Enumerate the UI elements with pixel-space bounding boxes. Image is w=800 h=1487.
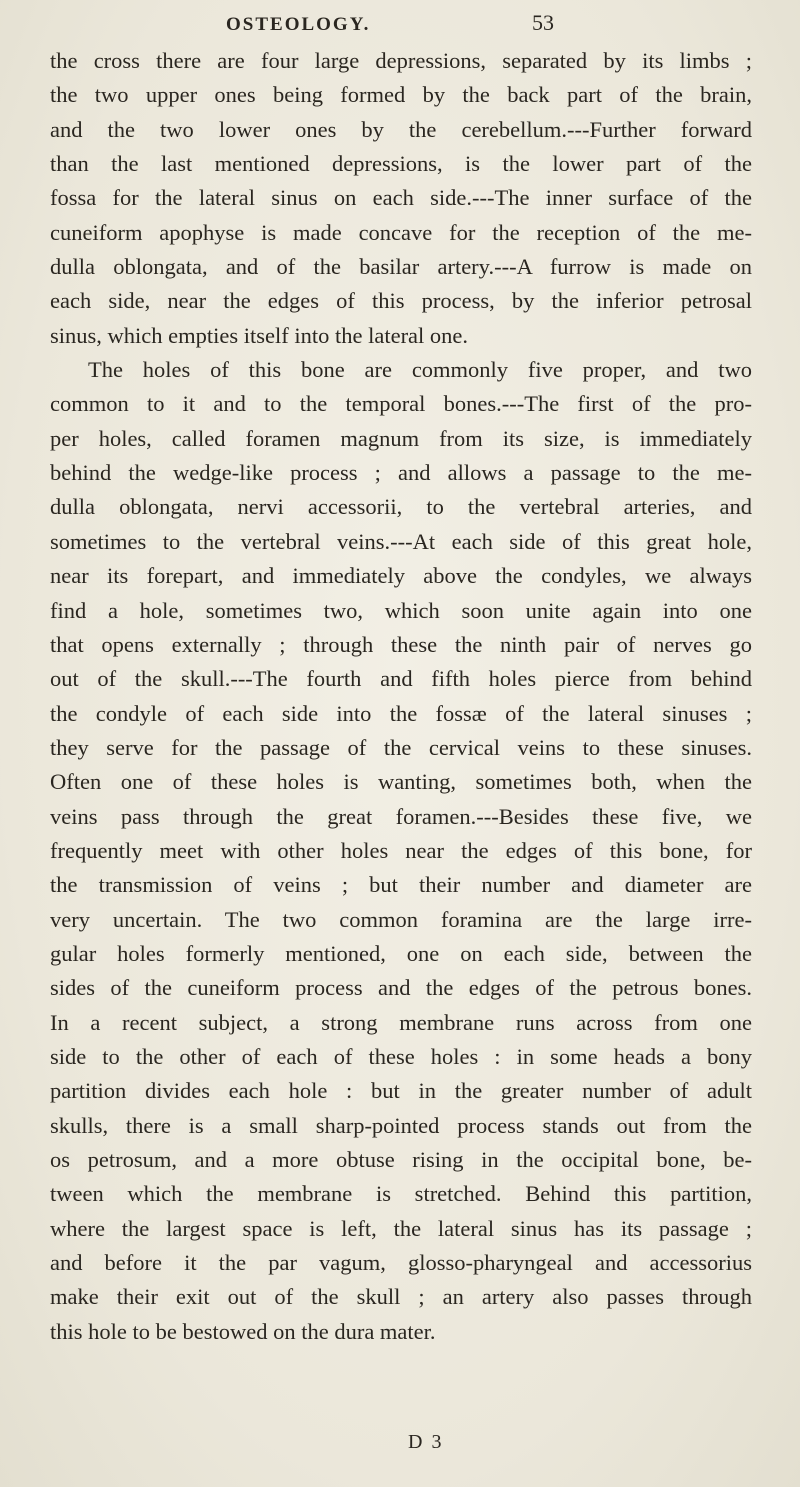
text-line: than the last mentioned depressions, is the lower part of the [50,151,752,177]
text-line: make their exit out of the skull ; an artery also passes through [50,1284,752,1310]
text-line: fossa for the lateral sinus on each side.---The inner surface of the [50,185,752,211]
text-line: dulla oblongata, and of the basilar artery.---A furrow is made on [50,254,752,280]
text-line: dulla oblongata, nervi accessorii, to the vertebral arteries, and [50,494,752,520]
text-line: per holes, called foramen magnum from its size, is immediately [50,425,752,451]
text-line: sometimes to the vertebral veins.---At each side of this great hole, [50,528,752,554]
text-line: this hole to be bestowed on the dura mater. [50,1318,436,1344]
text-line: sinus, which empties itself into the lateral one. [50,322,469,348]
text-line: and the two lower ones by the cerebellum.---Further forward [50,116,752,142]
text-line: frequently meet with other holes near the edges of this bone, for [50,837,752,863]
text-line: behind the wedge-like process ; and allows a passage to the me- [50,460,752,486]
text-line: veins pass through the great foramen.---Besides these five, we [50,803,752,829]
running-head [226,8,554,40]
text-line: and before it the par vagum, glosso-pharyngeal and accessorius [50,1250,752,1276]
text-line: cuneiform apophyse is made concave for the reception of the me- [50,219,752,245]
text-line: Often one of these holes is wanting, sometimes both, when the [50,769,752,795]
text-line: os petrosum, and a more obtuse rising in the occipital bone, be- [50,1147,752,1172]
text-line: where the largest space is left, the lateral sinus has its passage ; [50,1215,752,1241]
page-number: 53 [532,10,554,35]
text-line: find a hole, sometimes two, which soon unite again into one [50,597,752,623]
text-line: gular holes formerly mentioned, one on each side, between the [50,940,752,966]
paragraph-start-line: The holes of this bone are commonly five proper, and two [88,357,752,383]
text-line: the two upper ones being formed by the back part of the brain, [50,82,752,108]
text-line: common to it and to the temporal bones.---The first of the pro- [50,391,752,417]
text-line: near its forepart, and immediately above the condyles, we always [50,563,752,589]
text-line: tween which the membrane is stretched. Behind this partition, [50,1181,752,1207]
running-title: OSTEOLOGY. [226,14,371,35]
text-line: In a recent subject, a strong membrane runs across from one [50,1009,752,1035]
signature-mark: D 3 [408,1431,444,1453]
body-text [50,44,752,1349]
text-line: side to the other of each of these holes : in some heads a bony [50,1043,752,1069]
text-line: skulls, there is a small sharp-pointed process stands out from the [50,1112,752,1138]
text-line: very uncertain. The two common foramina are the large irre- [50,906,752,932]
text-line: each side, near the edges of this process, by the inferior petrosal [50,288,752,314]
text-line: they serve for the passage of the cervical veins to these sinuses. [50,734,752,760]
text-line: partition divides each hole : but in the greater number of adult [50,1078,752,1104]
text-line: sides of the cuneiform process and the edges of the petrous bones. [50,975,752,1001]
text-line: the condyle of each side into the fossæ of the lateral sinuses ; [50,700,752,726]
text-line: that opens externally ; through these the ninth pair of nerves go [50,631,752,657]
text-line: the transmission of veins ; but their number and diameter are [50,872,752,898]
text-line: out of the skull.---The fourth and fifth holes pierce from behind [50,666,752,692]
text-line: the cross there are four large depressions, separated by its limbs ; [50,48,752,73]
